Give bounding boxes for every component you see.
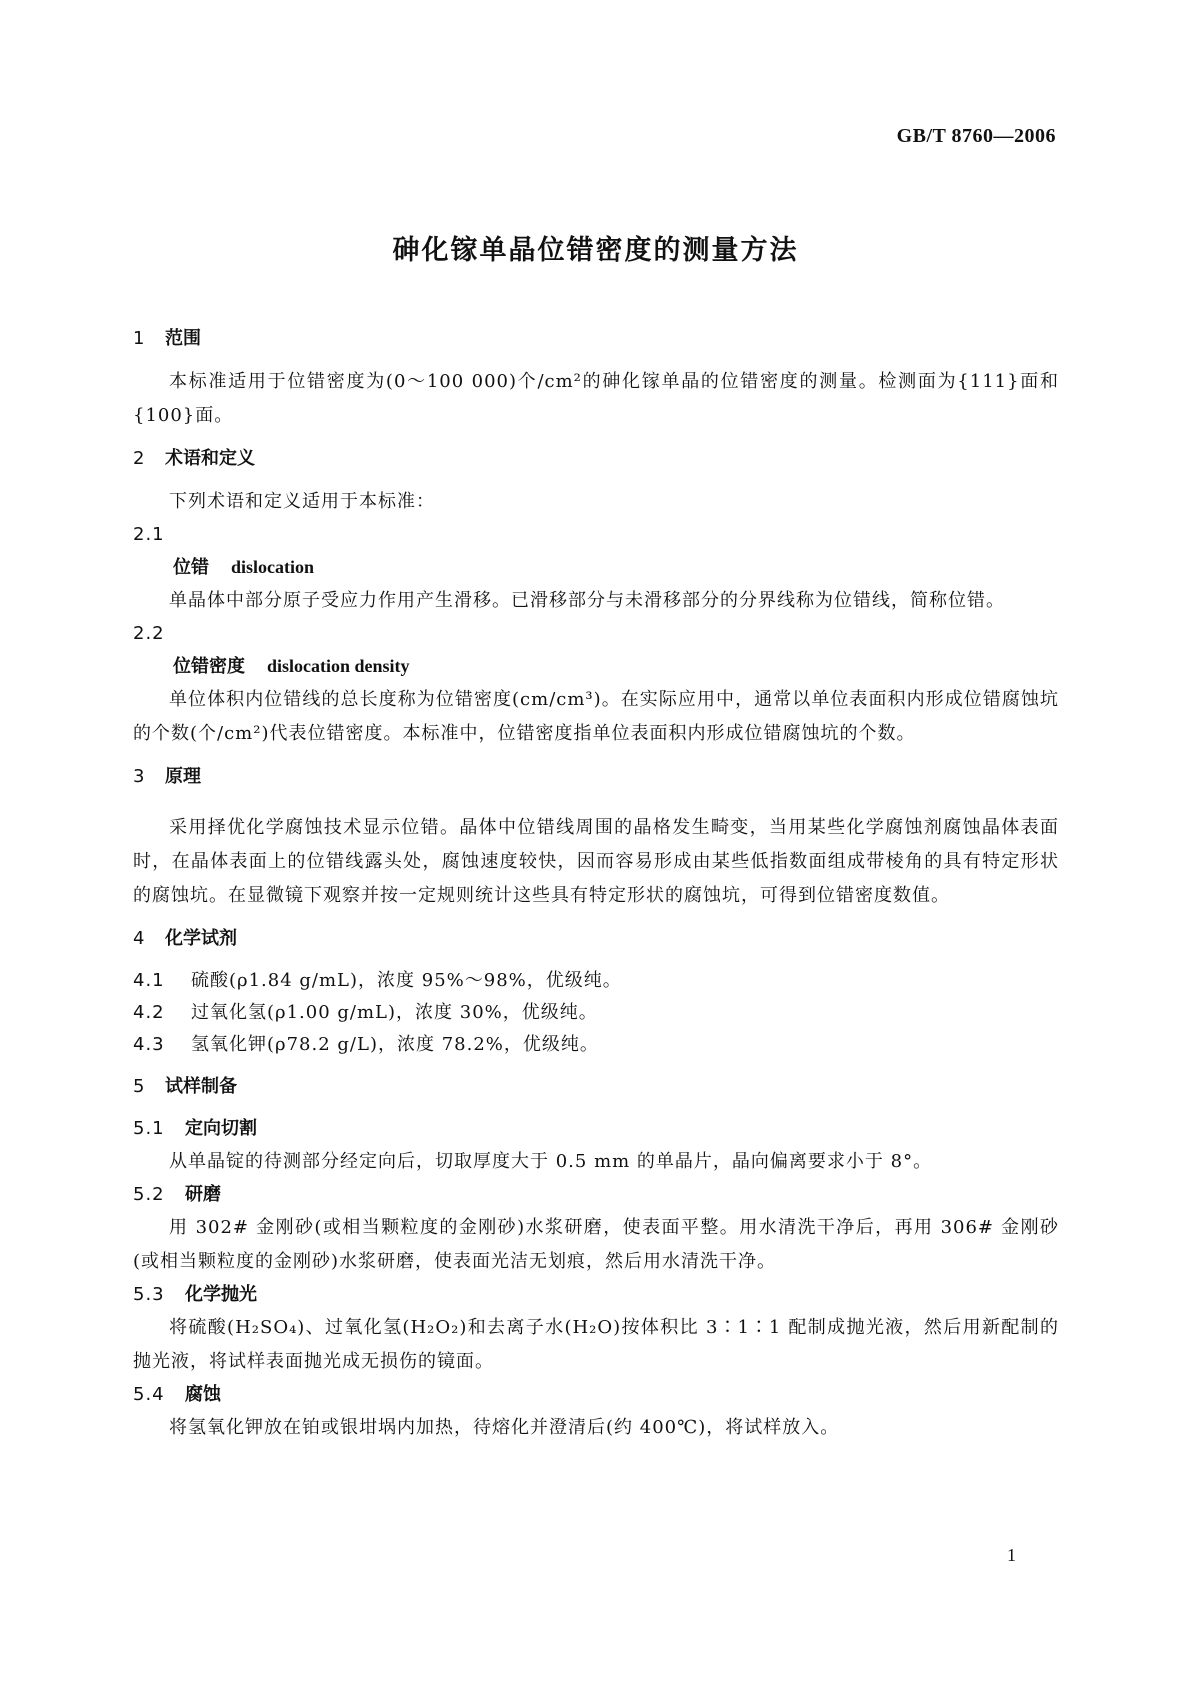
term-2-1-number: 2.1 <box>133 524 165 545</box>
section-3-paragraph: 采用择优化学腐蚀技术显示位错。晶体中位错线周围的晶格发生畸变，当用某些化学腐蚀剂腐蚀晶体表面时，在晶体表面上的位错线露头处，腐蚀速度较快，因而容易形成由某些低指数面组成带棱角的具有特定形状的腐蚀坑。在显微镜下观察并按一定规则统计这些具有特定形状的腐蚀坑，可得到位错密度数值。 <box>133 817 1059 906</box>
section-3-heading <box>133 761 1059 793</box>
subsection-5-3-heading <box>133 1279 1059 1311</box>
subsection-title: 化学抛光 <box>185 1284 257 1305</box>
section-title: 试样制备 <box>165 1076 237 1097</box>
term-zh: 位错密度 <box>173 656 245 677</box>
page-number: 1 <box>1007 1545 1016 1565</box>
section-number: 2 <box>133 448 145 469</box>
section-number: 1 <box>133 328 145 349</box>
term-en: dislocation density <box>267 656 410 676</box>
subsection-5-1-text: 从单晶锭的待测部分经定向后，切取厚度大于 0.5 mm 的单晶片，晶向偏离要求小于 8°。 <box>169 1151 933 1172</box>
subsection-title: 研磨 <box>185 1184 221 1205</box>
reagent-item <box>133 997 1059 1029</box>
subsection-number: 5.1 <box>133 1118 165 1139</box>
subsection-title: 腐蚀 <box>185 1384 221 1405</box>
term-2-1-definition: 单晶体中部分原子受应力作用产生滑移。已滑移部分与未滑移部分的分界线称为位错线，简称位错。 <box>169 590 1005 611</box>
item-text: 过氧化氢(ρ1.00 g/mL)，浓度 30%，优级纯。 <box>191 1002 598 1023</box>
section-title: 原理 <box>165 766 201 787</box>
subsection-5-4-heading <box>133 1379 1059 1411</box>
subsection-number: 5.4 <box>133 1384 165 1405</box>
term-en: dislocation <box>231 557 315 577</box>
subsection-5-3-text: 将硫酸(H₂SO₄)、过氧化氢(H₂O₂)和去离子水(H₂O)按体积比 3∶1∶1 配制成抛光液，然后用新配制的抛光液，将试样表面抛光成无损伤的镜面。 <box>133 1317 1059 1372</box>
section-2-heading <box>133 443 1059 475</box>
item-text: 氢氧化钾(ρ78.2 g/L)，浓度 78.2%，优级纯。 <box>191 1034 599 1055</box>
item-number: 4.1 <box>133 970 165 991</box>
item-text: 硫酸(ρ1.84 g/mL)，浓度 95%～98%，优级纯。 <box>191 970 622 991</box>
subsection-5-2-text: 用 302# 金刚砂(或相当颗粒度的金刚砂)水浆研磨，使表面平整。用水清洗干净后，再用 306# 金刚砂(或相当颗粒度的金刚砂)水浆研磨，使表面光洁无划痕，然后用水清洗干净。 <box>133 1217 1059 1272</box>
term-zh: 位错 <box>173 557 209 578</box>
section-title: 范围 <box>165 328 201 349</box>
section-number: 5 <box>133 1076 145 1097</box>
term-2-1-heading <box>133 551 1059 584</box>
term-2-2-number: 2.2 <box>133 623 165 644</box>
section-title: 术语和定义 <box>165 448 255 469</box>
subsection-number: 5.2 <box>133 1184 165 1205</box>
term-2-2-definition: 单位体积内位错线的总长度称为位错密度(cm/cm³)。在实际应用中，通常以单位表面积内形成位错腐蚀坑的个数(个/cm²)代表位错密度。本标准中，位错密度指单位表面积内形成位错腐蚀坑的个数。 <box>133 689 1059 744</box>
section-4-heading <box>133 923 1059 955</box>
section-1-heading <box>133 323 1059 355</box>
item-number: 4.3 <box>133 1034 165 1055</box>
document-body <box>133 323 1059 1445</box>
reagent-item <box>133 965 1059 997</box>
item-number: 4.2 <box>133 1002 165 1023</box>
subsection-5-4-text: 将氢氧化钾放在铂或银坩埚内加热，待熔化并澄清后(约 400℃)，将试样放入。 <box>169 1417 840 1438</box>
standard-code: GB/T 8760—2006 <box>896 125 1056 147</box>
document-title: 砷化镓单晶位错密度的测量方法 <box>392 235 799 266</box>
section-1-paragraph: 本标准适用于位错密度为(0～100 000)个/cm²的砷化镓单晶的位错密度的测量。检测面为{111}面和{100}面。 <box>133 371 1059 426</box>
reagent-item <box>133 1029 1059 1061</box>
subsection-5-2-heading <box>133 1179 1059 1211</box>
section-title: 化学试剂 <box>165 928 237 949</box>
section-number: 4 <box>133 928 145 949</box>
section-number: 3 <box>133 766 145 787</box>
section-2-intro: 下列术语和定义适用于本标准： <box>169 491 435 512</box>
section-5-heading <box>133 1071 1059 1103</box>
subsection-title: 定向切割 <box>185 1118 257 1139</box>
subsection-number: 5.3 <box>133 1284 165 1305</box>
subsection-5-1-heading <box>133 1113 1059 1145</box>
term-2-2-heading <box>133 650 1059 683</box>
